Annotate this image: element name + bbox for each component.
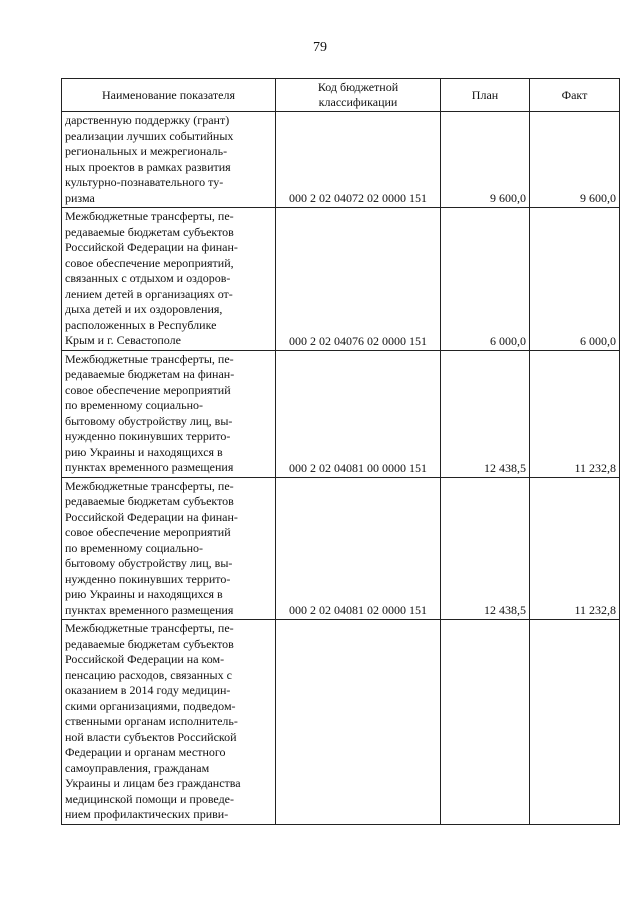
fact-value-cell: 11 232,8	[530, 350, 620, 477]
header-name: Наименование показателя	[62, 79, 276, 112]
indicator-name-line: редаваемые бюджетам субъектов	[65, 636, 234, 651]
fact-value-cell	[530, 620, 620, 825]
indicator-name-line: Украины и лицам без гражданства	[65, 776, 241, 790]
indicator-name-line: нужденно покинувших террито-	[65, 571, 231, 586]
indicator-name-line: Федерации и органам местного	[65, 745, 226, 759]
indicator-name-line: Российской Федерации на финан-	[65, 240, 238, 254]
indicator-name-line: по временному социально-	[65, 398, 204, 412]
header-code-line1: Код бюджетной	[317, 79, 399, 94]
indicator-name-line: ных проектов в рамках развития	[65, 159, 231, 174]
budget-table	[61, 78, 620, 825]
indicator-name-line: скими организациями, подведом-	[65, 698, 236, 713]
table-body	[62, 112, 620, 825]
indicator-name-line: нием профилактических приви-	[65, 807, 229, 821]
header-fact: Факт	[530, 79, 620, 112]
indicator-name-line: нужденно покинувших террито-	[65, 429, 231, 443]
page-number: 79	[313, 40, 327, 55]
indicator-name-line: Межбюджетные трансферты, пе-	[65, 478, 234, 493]
indicator-name-line: по временному социально-	[65, 540, 204, 555]
indicator-name-line: редаваемые бюджетам субъектов	[65, 494, 234, 508]
plan-value-cell	[441, 620, 530, 825]
budget-code-cell: 000 2 02 04081 02 0000 151	[276, 477, 441, 620]
indicator-name-line: редаваемые бюджетам субъектов	[65, 224, 234, 239]
indicator-name-line: совое обеспечение мероприятий	[65, 382, 231, 397]
budget-code-cell	[276, 620, 441, 825]
header-plan: План	[441, 79, 530, 112]
indicator-name-line: ризма	[65, 190, 95, 205]
indicator-name-line: бытовому обустройству лиц, вы-	[65, 413, 233, 428]
fact-value-cell: 6 000,0	[530, 208, 620, 351]
indicator-name-line: реализации лучших событийных	[65, 128, 234, 143]
indicator-name-line: ной власти субъектов Российской	[65, 729, 237, 744]
budget-code-cell: 000 2 02 04081 00 0000 151	[276, 350, 441, 477]
indicator-name-cell	[62, 112, 276, 208]
indicator-name-line: региональных и межрегиональ-	[65, 144, 228, 158]
indicator-name-line: Российской Федерации на ком-	[65, 652, 225, 666]
indicator-name-line: пунктах временного размещения	[65, 460, 234, 474]
fact-value-cell: 9 600,0	[530, 112, 620, 208]
header-code-line2: классификации	[318, 95, 398, 109]
indicator-name-line: пенсацию расходов, связанных с	[65, 667, 232, 682]
indicator-name-line: культурно-познавательного ту-	[65, 175, 224, 189]
indicator-name-line: совое обеспечение мероприятий	[65, 525, 231, 539]
indicator-name-cell	[62, 477, 276, 620]
plan-value-cell: 12 438,5	[441, 350, 530, 477]
table-header-row	[62, 79, 620, 112]
table-row	[62, 477, 620, 620]
indicator-name-line: ственными органам исполнитель-	[65, 714, 238, 728]
indicator-name-line: Российской Федерации на финан-	[65, 509, 238, 524]
indicator-name-cell	[62, 620, 276, 825]
table-row	[62, 350, 620, 477]
plan-value-cell: 6 000,0	[441, 208, 530, 351]
indicator-name-line: Межбюджетные трансферты, пе-	[65, 351, 234, 366]
fact-value-cell: 11 232,8	[530, 477, 620, 620]
indicator-name-line: расположенных в Республике	[65, 317, 217, 332]
indicator-name-line: совое обеспечение мероприятий,	[65, 255, 234, 270]
plan-value-cell: 12 438,5	[441, 477, 530, 620]
indicator-name-line: бытовому обустройству лиц, вы-	[65, 556, 233, 570]
budget-code-cell: 000 2 02 04072 02 0000 151	[276, 112, 441, 208]
budget-code-cell: 000 2 02 04076 02 0000 151	[276, 208, 441, 351]
indicator-name-line: рию Украины и находящихся в	[65, 444, 223, 459]
indicator-name-line: лением детей в организациях от-	[65, 286, 233, 301]
indicator-name-line: самоуправления, гражданам	[65, 760, 210, 775]
indicator-name-line: Крым и г. Севастополе	[65, 333, 181, 347]
table-row	[62, 620, 620, 825]
indicator-name-cell	[62, 208, 276, 351]
indicator-name-line: дарственную поддержку (грант)	[65, 113, 230, 127]
indicator-name-line: рию Украины и находящихся в	[65, 587, 223, 601]
table-row	[62, 208, 620, 351]
indicator-name-line: оказанием в 2014 году медицин-	[65, 683, 231, 697]
indicator-name-line: медицинской помощи и проведе-	[65, 791, 235, 806]
indicator-name-line: дыха детей и их оздоровления,	[65, 302, 223, 316]
plan-value-cell: 9 600,0	[441, 112, 530, 208]
indicator-name-cell	[62, 350, 276, 477]
table-row	[62, 112, 620, 208]
indicator-name-line: редаваемые бюджетам на финан-	[65, 367, 235, 381]
header-code	[276, 79, 441, 112]
indicator-name-line: пунктах временного размещения	[65, 602, 234, 617]
indicator-name-line: Межбюджетные трансферты, пе-	[65, 621, 234, 635]
indicator-name-line: Межбюджетные трансферты, пе-	[65, 209, 234, 223]
indicator-name-line: связанных с отдыхом и оздоров-	[65, 271, 231, 285]
